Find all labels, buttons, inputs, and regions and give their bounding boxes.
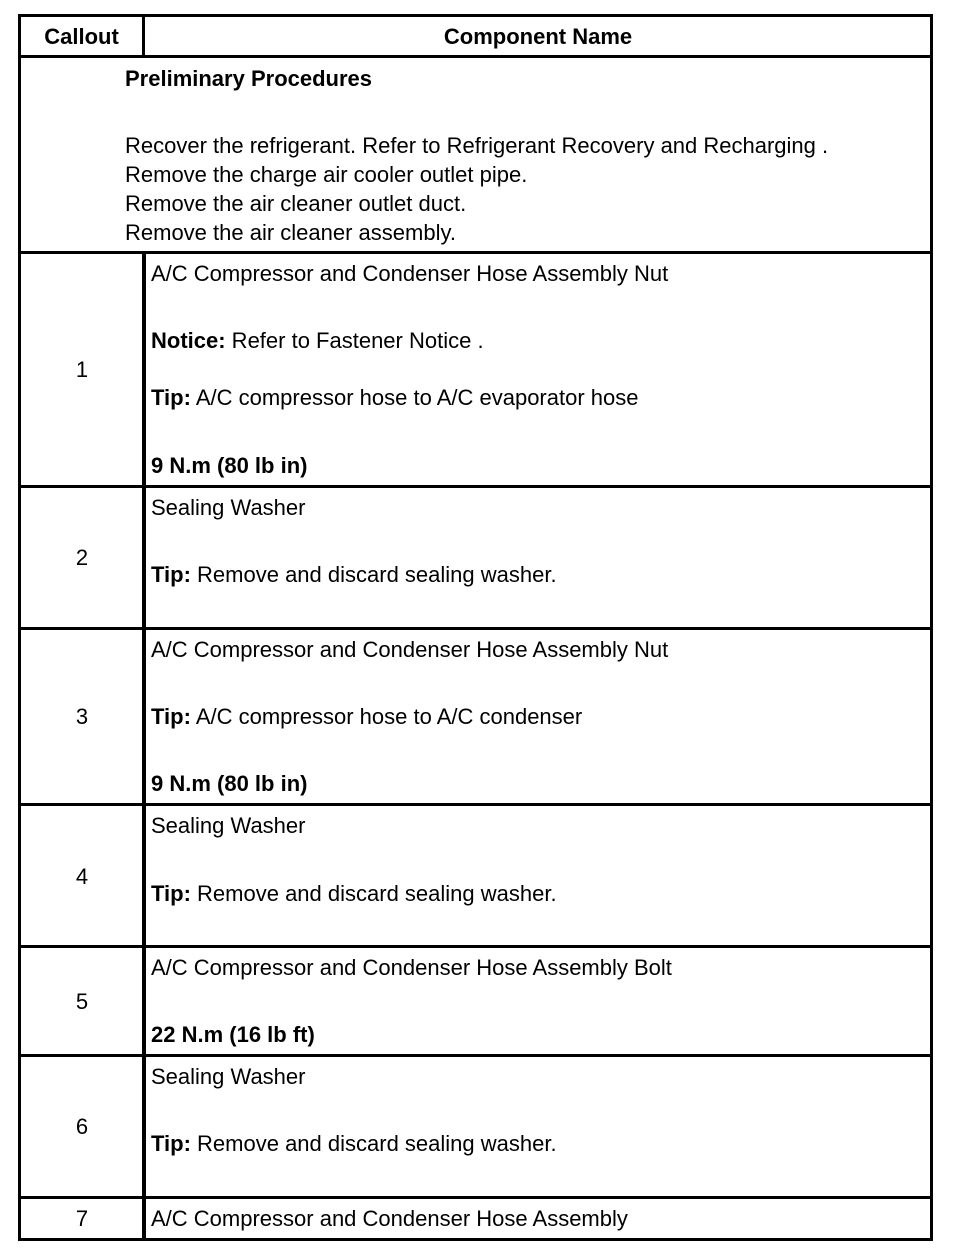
callout-number: 5: [75, 989, 89, 1014]
row-divider: [18, 1196, 933, 1199]
header-component-name: Component Name: [443, 24, 633, 49]
header-callout: Callout: [44, 24, 119, 49]
torque-spec: 9 N.m (80 lb in): [151, 453, 308, 478]
tip-label: Tip:: [151, 704, 191, 729]
callout-number: 3: [75, 704, 89, 729]
tip-line: [151, 704, 582, 730]
tip-text: Remove and discard sealing washer.: [190, 1131, 557, 1156]
table-border-right: [930, 14, 933, 1241]
table-border-bottom: [18, 1238, 933, 1241]
row-divider: [18, 1054, 933, 1057]
component-name: A/C Compressor and Condenser Hose Assembly Nut: [151, 637, 669, 662]
component-name: Sealing Washer: [151, 813, 306, 838]
preliminary-title: Preliminary Procedures: [125, 66, 373, 91]
component-name: Sealing Washer: [151, 495, 306, 520]
preliminary-step: Remove the air cleaner assembly.: [125, 220, 456, 245]
column-divider: [142, 251, 146, 1241]
tip-label: Tip:: [151, 385, 191, 410]
preliminary-step: Remove the air cleaner outlet duct.: [125, 191, 467, 216]
tip-label: Tip:: [151, 1131, 191, 1156]
callout-number: 1: [75, 357, 89, 382]
preliminary-divider: [18, 251, 933, 254]
table-border-top: [18, 14, 933, 17]
row-divider: [18, 627, 933, 630]
torque-spec: 22 N.m (16 lb ft): [151, 1022, 315, 1047]
tip-line: [151, 881, 557, 907]
callout-number: 6: [75, 1114, 89, 1139]
component-name: A/C Compressor and Condenser Hose Assembly: [151, 1206, 628, 1231]
torque-spec: 9 N.m (80 lb in): [151, 771, 308, 796]
preliminary-step: Remove the charge air cooler outlet pipe.: [125, 162, 528, 187]
tip-text: A/C compressor hose to A/C evaporator hose: [190, 385, 639, 410]
notice-text: Refer to Fastener Notice .: [225, 328, 484, 353]
tip-line: [151, 562, 557, 588]
tip-text: Remove and discard sealing washer.: [190, 881, 557, 906]
column-divider: [142, 14, 145, 58]
component-name: A/C Compressor and Condenser Hose Assembly Bolt: [151, 955, 672, 980]
table-border-left: [18, 14, 21, 1241]
header-divider: [18, 55, 933, 58]
tip-text: Remove and discard sealing washer.: [190, 562, 557, 587]
component-name: Sealing Washer: [151, 1064, 306, 1089]
component-name: A/C Compressor and Condenser Hose Assembly Nut: [151, 261, 669, 286]
tip-line: [151, 385, 638, 411]
row-divider: [18, 945, 933, 948]
callout-number: 2: [75, 545, 89, 570]
tip-text: A/C compressor hose to A/C condenser: [190, 704, 583, 729]
callout-number: 4: [75, 864, 89, 889]
row-divider: [18, 485, 933, 488]
notice-line: [151, 328, 484, 354]
tip-line: [151, 1131, 557, 1157]
notice-label: Notice:: [151, 328, 226, 353]
row-divider: [18, 803, 933, 806]
preliminary-step: Recover the refrigerant. Refer to Refrigerant Recovery and Recharging .: [125, 133, 829, 158]
callout-number: 7: [75, 1206, 89, 1231]
tip-label: Tip:: [151, 562, 191, 587]
tip-label: Tip:: [151, 881, 191, 906]
